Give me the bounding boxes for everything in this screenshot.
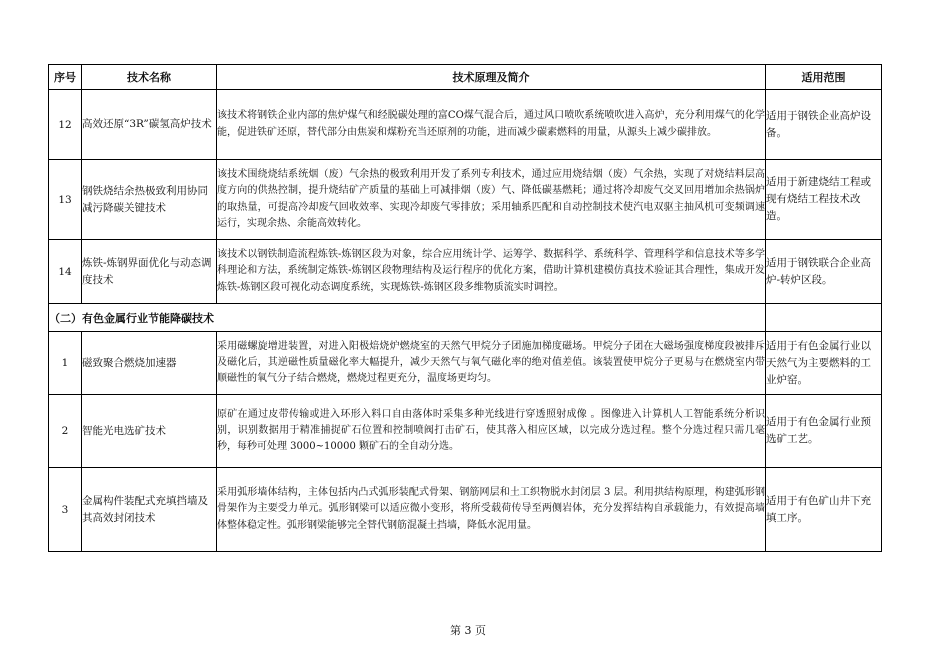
header-scope: 适用范围 xyxy=(766,65,882,90)
tech-name: 智能光电选矿技术 xyxy=(82,395,217,468)
tech-description: 该技术将钢铁企业内部的焦炉煤气和经脱碳处理的富CO煤气混合后，通过风口喷吹系统喷吹进入高炉，充分利用煤气的化学能，促进铁矿还原，替代部分由焦炭和煤粉充当还原剂的功能，进而减少碳素燃料的用量，从源头上减少碳排放。 xyxy=(217,90,766,160)
tech-name: 高效还原“3R”碳氢高炉技术 xyxy=(82,90,217,160)
row-number: 3 xyxy=(49,468,82,552)
tech-name: 钢铁烧结余热极致利用协同减污降碳关键技术 xyxy=(82,160,217,240)
technology-table-sheet xyxy=(48,64,881,552)
row-number: 2 xyxy=(49,395,82,468)
tech-scope: 适用于新建烧结工程或现有烧结工程技术改造。 xyxy=(766,160,882,240)
technology-table xyxy=(48,64,882,552)
table-row xyxy=(49,160,882,240)
tech-scope: 适用于有色矿山井下充填工序。 xyxy=(766,468,882,552)
table-row xyxy=(49,332,882,395)
table-row xyxy=(49,468,882,552)
tech-description: 该技术围绕烧结系统烟（废）气余热的极致利用开发了系列专利技术，通过应用烧结烟（废）气余热，实现了对烧结料层高度方向的供热控制，提升烧结矿产质量的基础上可减排烟（废）气、降低碳基燃耗；通过将冷却废气交叉回用增加余热锅炉的取热量，可提高冷却废气回收效率、实现冷却废气零排放；采用轴系匹配和自动控制技术使汽电双驱主抽风机可变频调速运行，实现余热、余能高效转化。 xyxy=(217,160,766,240)
header-principle: 技术原理及简介 xyxy=(217,65,766,90)
section-title: （二）有色金属行业节能降碳技术 xyxy=(49,304,766,332)
tech-description: 采用磁螺旋增进装置，对进入阳极焙烧炉燃烧室的天然气甲烷分子团施加梯度磁场。甲烷分子团在大磁场强度梯度段被排斥及磁化后，其逆磁性质量磁化率大幅提升，减少天然气与氧气磁化率的绝对值差值。该装置使甲烷分子更易与在燃烧室内带顺磁性的氧气分子结合燃烧，燃烧过程更充分，温度场更均匀。 xyxy=(217,332,766,395)
page-number: 第 3 页 xyxy=(450,624,486,637)
tech-name: 炼铁-炼钢界面优化与动态调度技术 xyxy=(82,240,217,304)
tech-name: 金属构件装配式充填挡墙及其高效封闭技术 xyxy=(82,468,217,552)
row-number: 1 xyxy=(49,332,82,395)
tech-name: 磁致聚合燃烧加速器 xyxy=(82,332,217,395)
row-number: 14 xyxy=(49,240,82,304)
header-tech-name: 技术名称 xyxy=(82,65,217,90)
tech-description: 采用弧形墙体结构，主体包括内凸式弧形装配式骨架、钢筋网层和土工织物脱水封闭层 3 层。利用拱结构原理，构建弧形钢骨架作为主要受力单元。弧形钢梁可以适应微小变形，将所受载荷传导至两侧岩体，充分发挥结构自承载能力，有效提高墙体整体稳定性。弧形钢梁能够完全替代钢筋混凝土挡墙，降低水泥用量。 xyxy=(217,468,766,552)
header-no: 序号 xyxy=(49,65,82,90)
section-row xyxy=(49,304,882,332)
table-header-row xyxy=(49,65,882,90)
tech-description: 该技术以钢铁制造流程炼铁-炼钢区段为对象，综合应用统计学、运筹学、数据科学、系统科学、管理科学和信息技术等多学科理论和方法，系统制定炼铁-炼钢区段物理结构及运行程序的优化方案，借助计算机建模仿真技术验证其合理性，集成开发炼铁-炼钢区段可视化动态调度系统，实现炼铁-炼钢区段多维物质流实时调控。 xyxy=(217,240,766,304)
row-number: 12 xyxy=(49,90,82,160)
tech-description: 原矿在通过皮带传输或进入环形入料口自由落体时采集多种光线进行穿透照射成像 。图像进入计算机人工智能系统分析识别，识别数据用于精准捕捉矿石位置和控制喷阀打击矿石，使其落入相应区域，以完成分选过程。整个分选过程只需几毫秒，每秒可处理 3000~10000 颗矿石的全自动分选。 xyxy=(217,395,766,468)
table-row xyxy=(49,240,882,304)
section-empty-cell xyxy=(766,304,882,332)
table-row xyxy=(49,395,882,468)
table-row xyxy=(49,90,882,160)
tech-scope: 适用于有色金属行业以天然气为主要燃料的工业炉窑。 xyxy=(766,332,882,395)
tech-scope: 适用于有色金属行业预选矿工艺。 xyxy=(766,395,882,468)
row-number: 13 xyxy=(49,160,82,240)
tech-scope: 适用于钢铁联合企业高炉-转炉区段。 xyxy=(766,240,882,304)
tech-scope: 适用于钢铁企业高炉设备。 xyxy=(766,90,882,160)
